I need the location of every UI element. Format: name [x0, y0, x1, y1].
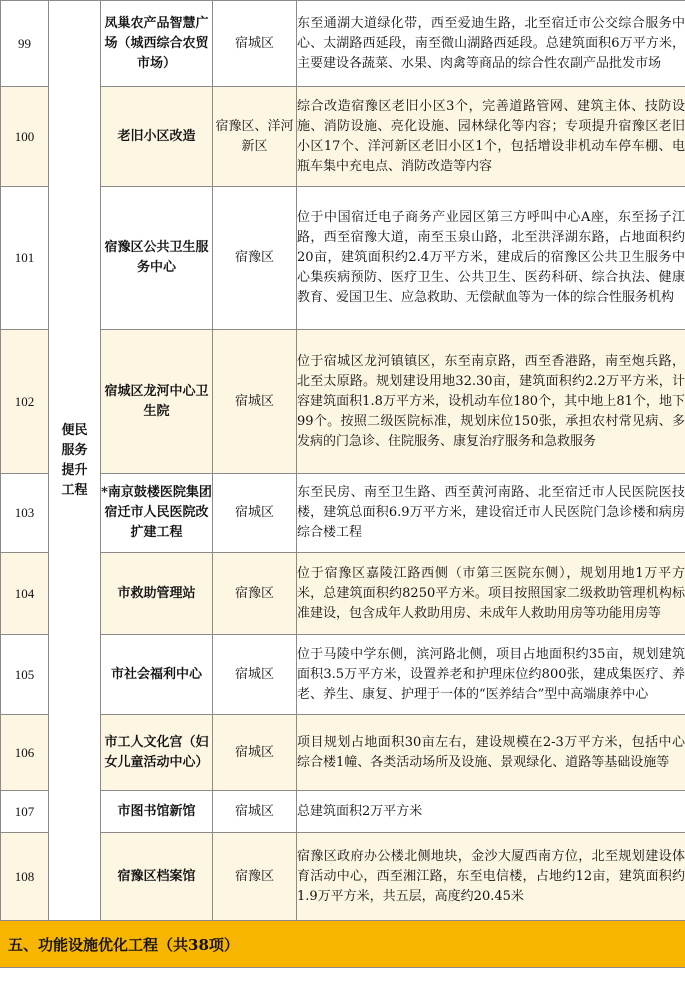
- row-number: 100: [1, 87, 49, 187]
- row-number: 101: [1, 187, 49, 330]
- table-row: [1, 87, 685, 187]
- project-description: 位于宿城区龙河镇镇区，东至南京路，西至香港路，南至炮兵路，北至太原路。规划建设用地32.30亩，建筑面积约2.2万平方米，计容建筑面积1.8万平方米，设机动车位180个，其中地上81个，地下99个。按照二级医院标准，规划床位150张，承担农村常见病、多发病的门急诊、住院服务、康复治疗服务和急救服务: [297, 330, 685, 474]
- project-description: 位于马陵中学东侧，滨河路北侧，项目占地面积约35亩，规划建筑面积3.5万平方米，设置养老和护理床位约800张，建成集医疗、养老、养生、康复、护理于一体的“医养结合”型中高端康养中心: [297, 635, 685, 715]
- project-district: 宿豫区: [213, 187, 297, 330]
- project-district: 宿城区: [213, 791, 297, 833]
- table-row: [1, 330, 685, 474]
- table-row: [1, 791, 685, 833]
- project-district: 宿豫区: [213, 833, 297, 921]
- project-district: 宿城区: [213, 715, 297, 791]
- table-row: [1, 715, 685, 791]
- project-description: 项目规划占地面积30亩左右，建设规模在2-3万平方米，包括中心综合楼1幢、各类活动场所及设施、景观绿化、道路等基础设施等: [297, 715, 685, 791]
- project-name: 老旧小区改造: [101, 87, 213, 187]
- table-row: [1, 833, 685, 921]
- table-row: [1, 474, 685, 553]
- project-name: 宿城区龙河中心卫生院: [101, 330, 213, 474]
- project-name: 市图书馆新馆: [101, 791, 213, 833]
- project-district: 宿城区: [213, 635, 297, 715]
- project-name: 市救助管理站: [101, 553, 213, 635]
- row-number: 106: [1, 715, 49, 791]
- category-label: 便民服务提升工程: [61, 422, 88, 498]
- project-description: 位于中国宿迁电子商务产业园区第三方呼叫中心A座，东至扬子江路，西至宿豫大道，南至玉泉山路，北至洪泽湖东路，占地面积约20亩，建筑面积约2.4万平方米，建成后的宿豫区公共卫生服务中心集疾病预防、医疗卫生、公共卫生、医药科研、综合执法、健康教育、爱国卫生、应急救助、无偿献血等为一体的综合性服务机构: [297, 187, 685, 330]
- project-description: 位于宿豫区嘉陵江路西侧（市第三医院东侧），规划用地1万平方米，总建筑面积约8250平方米。项目按照国家二级救助管理机构标准建设，包含成年人救助用房、未成年人救助用房等功能用房等: [297, 553, 685, 635]
- project-description: 综合改造宿豫区老旧小区3个，完善道路管网、建筑主体、技防设施、消防设施、亮化设施、园林绿化等内容；专项提升宿豫区老旧小区17个、洋河新区老旧小区1个，包括增设非机动车停车棚、电瓶车集中充电点、消防改造等内容: [297, 87, 685, 187]
- project-district: 宿城区: [213, 330, 297, 474]
- project-description: 东至民房、南至卫生路、西至黄河南路、北至宿迁市人民医院医技楼，建筑总面积6.9万平方米，建设宿迁市人民医院门急诊楼和病房综合楼工程: [297, 474, 685, 553]
- category-cell: [49, 1, 101, 921]
- project-district: 宿城区: [213, 1, 297, 87]
- project-name: 凤巢农产品智慧广场（城西综合农贸市场）: [101, 1, 213, 87]
- project-name: 宿豫区公共卫生服务中心: [101, 187, 213, 330]
- project-description: 东至通湖大道绿化带，西至爱迪生路，北至宿迁市公交综合服务中心、太湖路西延段，南至微山湖路西延段。总建筑面积6万平方米，主要建设各蔬菜、水果、肉禽等商品的综合性农副产品批发市场: [297, 1, 685, 87]
- table-row: [1, 1, 685, 87]
- project-name: 市工人文化宫（妇女儿童活动中心）: [101, 715, 213, 791]
- row-number: 103: [1, 474, 49, 553]
- project-name: 市社会福利中心: [101, 635, 213, 715]
- project-description: 总建筑面积2万平方米: [297, 791, 685, 833]
- table-row: [1, 553, 685, 635]
- table-row: [1, 635, 685, 715]
- project-description: 宿豫区政府办公楼北侧地块，金沙大厦西南方位，北至规划建设体育活动中心，西至湘江路，东至电信楼，占地约12亩，建筑面积约1.9万平方米，共五层，高度约20.45米: [297, 833, 685, 921]
- project-name: *南京鼓楼医院集团宿迁市人民医院改扩建工程: [101, 474, 213, 553]
- row-number: 107: [1, 791, 49, 833]
- row-number: 108: [1, 833, 49, 921]
- project-name: 宿豫区档案馆: [101, 833, 213, 921]
- table-row: [1, 187, 685, 330]
- row-number: 105: [1, 635, 49, 715]
- project-district: 宿豫区、洋河新区: [213, 87, 297, 187]
- row-number: 99: [1, 1, 49, 87]
- section-heading: 五、功能设施优化工程（共38项）: [0, 920, 685, 968]
- project-district: 宿豫区: [213, 553, 297, 635]
- row-number: 104: [1, 553, 49, 635]
- row-number: 102: [1, 330, 49, 474]
- project-district: 宿城区: [213, 474, 297, 553]
